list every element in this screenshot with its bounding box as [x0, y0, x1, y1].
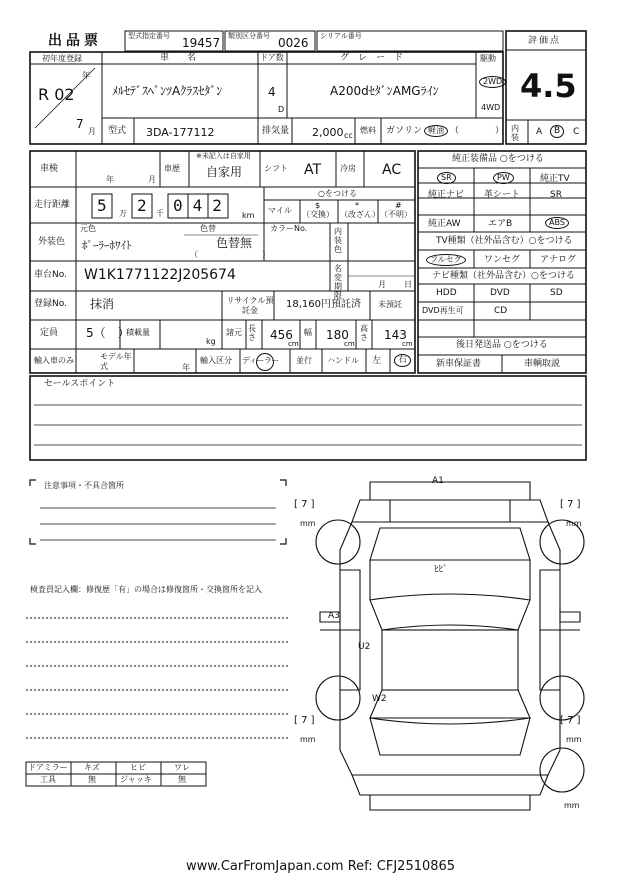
first-reg-month: 7: [76, 117, 84, 131]
navi-dvd: DVD: [490, 288, 510, 298]
length-unit: cm: [288, 340, 299, 348]
tire-fl-depth: [ 7 ]: [294, 499, 315, 510]
recycle-status: 未預託: [378, 300, 402, 309]
equip-abs: ABS: [545, 217, 569, 229]
equip-genuine-tv: 純正TV: [540, 174, 570, 184]
tire-rr-unit: mm: [566, 735, 582, 744]
tv-header: TV種類（社外品含む）○をつける: [436, 236, 573, 246]
color-label: 外装色: [38, 237, 66, 247]
mileage-star: *: [355, 201, 359, 210]
payload-label: 積載量: [126, 328, 150, 337]
equip-sunroof: SR: [437, 172, 456, 184]
replacement-color-value: 色替無: [216, 236, 253, 250]
tv-fullseg: フルセグ: [426, 254, 466, 266]
name-change-day: 日: [404, 280, 412, 289]
equip-genuine-navi: 純正ナビ: [428, 190, 465, 200]
mileage-digit-2: 2: [137, 196, 147, 215]
mileage-digit-1: 5: [97, 196, 107, 215]
inspection-year-unit: 年: [106, 175, 114, 184]
chassis-label: 車台No.: [34, 270, 67, 280]
sales-point-label: セールスポイント: [44, 379, 116, 389]
payload-unit: kg: [206, 337, 216, 346]
car-name-value: ﾒﾙｾﾃﾞｽﾍﾞﾝﾂAｸﾗｽｾﾀﾞﾝ: [112, 84, 223, 98]
tire-spare-unit: mm: [564, 801, 580, 810]
legend-jack: ジャッキ: [120, 775, 152, 784]
height-label: 高さ: [360, 324, 368, 342]
tire-fr-depth: [ 7 ]: [560, 499, 581, 510]
mark-w2: W2: [372, 694, 387, 704]
capacity-label: 定員: [40, 328, 59, 338]
color-no-label: カラーNo.: [270, 224, 308, 233]
category-value: 0026: [278, 36, 309, 50]
ac-label: 冷房: [340, 164, 356, 173]
grade-label: グ レ ー ド: [340, 53, 404, 63]
equip-pw: PW: [493, 172, 514, 184]
capacity-value: 5（ ）: [86, 326, 130, 340]
shift-value: AT: [304, 162, 322, 178]
type-approval-value: 19457: [182, 36, 221, 50]
width-value: 180: [326, 328, 349, 342]
legend-tools-value: 無: [88, 775, 96, 784]
equip-airbag: エアB: [488, 219, 513, 229]
fuel-diesel: 軽油: [424, 125, 448, 137]
width-label: 幅: [304, 328, 312, 337]
handle-label: ハンドル: [327, 356, 359, 365]
navi-cd: CD: [494, 306, 508, 316]
legend-broken: ワレ: [174, 763, 190, 772]
tire-rr-depth: [ 7 ]: [560, 715, 581, 726]
model-year-unit: 年: [182, 363, 190, 372]
import-label: 輸入車のみ: [34, 356, 74, 365]
name-change-month: 月: [378, 280, 386, 289]
mileage-tampered: （改ざん）: [340, 210, 380, 219]
footer-reference: www.CarFromJapan.com Ref: CFJ2510865: [186, 859, 456, 874]
mileage-exchange: （交換）: [302, 210, 334, 219]
equip-leather: 革シート: [484, 190, 521, 200]
mark-a3: A3: [328, 611, 340, 621]
recycle-value: 18,160円預託済: [286, 299, 361, 310]
registration-value: 抹消: [90, 297, 115, 311]
interior-a: A: [536, 127, 543, 137]
ac-value: AC: [382, 162, 402, 178]
original-color-value: ﾎﾟｰﾗｰﾎﾜｲﾄ: [82, 239, 132, 252]
legend-scratch: キズ: [84, 763, 100, 772]
rating-label: 評価点: [528, 36, 562, 46]
type-approval-label: 型式指定番号: [128, 32, 170, 40]
usage-value: 自家用: [206, 165, 243, 179]
legend-tools: 工具: [40, 775, 56, 784]
tv-analog: アナログ: [540, 255, 577, 265]
fuel-other: （ ）: [450, 126, 505, 136]
displacement-unit: cc: [344, 131, 353, 140]
mark-crack: ﾋﾋﾞ: [434, 565, 448, 575]
first-reg-label: 初年度登録: [42, 54, 82, 63]
handle-left: 左: [372, 356, 382, 366]
mark-u2: U2: [358, 642, 371, 652]
tire-rl-depth: [ 7 ]: [294, 715, 315, 726]
doors-label: ドア数: [260, 53, 284, 62]
navi-header: ナビ種類（社外品含む）○をつける: [432, 271, 575, 281]
category-label: 類別区分番号: [228, 32, 270, 40]
legend-jack-value: 無: [178, 775, 186, 784]
mileage-unit-man: 万: [119, 209, 127, 218]
sheet-title: 出品票: [48, 33, 102, 49]
month-unit: 月: [88, 127, 96, 136]
first-reg-era: R 02: [38, 85, 75, 104]
equip-genuine-aw: 純正AW: [428, 219, 461, 229]
grade-value: A200dｾﾀﾞﾝAMGﾗｲﾝ: [330, 84, 439, 98]
doc-manual: 車輌取説: [524, 359, 561, 369]
tv-oneseg: ワンセグ: [484, 255, 521, 265]
replacement-color-label: 色替: [200, 224, 216, 233]
registration-label: 登録No.: [34, 299, 67, 309]
import-dealer: ディーラー: [242, 356, 279, 365]
navi-sd: SD: [550, 288, 563, 298]
serial-label: シリアル番号: [320, 32, 362, 40]
fuel-label: 燃料: [360, 126, 376, 135]
height-unit: cm: [402, 340, 413, 348]
import-dealer-circle: [256, 353, 274, 371]
tire-rl-unit: mm: [300, 735, 316, 744]
mark-a1: A1: [432, 476, 444, 486]
year-unit: 年: [82, 71, 90, 80]
interior-c: C: [573, 127, 580, 137]
handle-right: 右: [394, 354, 411, 367]
inspection-label: 車検: [40, 164, 59, 174]
genuine-header: 純正装備品 ○をつける: [452, 154, 544, 164]
tire-fr-unit: mm: [566, 519, 582, 528]
car-name-label: 車 名: [160, 53, 197, 63]
mileage-mile: マイル: [268, 206, 292, 215]
mileage-unit-sen: 千: [156, 209, 164, 218]
mileage-label: 走行距離: [34, 200, 71, 210]
navi-hdd: HDD: [436, 288, 457, 298]
inspector-label: 検査員記入欄：修復歴「有」の場合は修復箇所・交換箇所を記入: [30, 585, 262, 594]
mileage-circle-note: ○をつける: [318, 189, 357, 198]
mileage-dollar: $: [315, 201, 321, 210]
displacement-value: 2,000: [312, 126, 344, 139]
doors-value: 4: [268, 85, 276, 99]
mileage-hash: #: [395, 201, 402, 210]
equip-sr: SR: [550, 190, 562, 200]
original-color-label: 元色: [80, 224, 96, 233]
displacement-label: 排気量: [262, 126, 290, 136]
fuel-gasoline: ガソリン: [386, 126, 423, 136]
drive-label: 駆動: [480, 54, 496, 63]
inspection-month-unit: 月: [148, 175, 156, 184]
doors-sub: D: [278, 105, 285, 114]
import-type-label: 輸入区分: [200, 356, 232, 365]
navi-dvd-player: DVD再生可: [422, 306, 464, 315]
mileage-digits-rest: 042: [173, 196, 232, 215]
tire-fl-unit: mm: [300, 519, 316, 528]
caution-label: 注意事項・不具合箇所: [44, 481, 124, 490]
interior-label: 内装: [511, 124, 519, 142]
width-unit: cm: [344, 340, 355, 348]
shift-label: シフト: [264, 164, 288, 173]
usage-label: 車歴: [164, 164, 180, 173]
replacement-color-paren: （ ）: [190, 250, 270, 259]
model-year-label: モデル年式: [100, 352, 132, 371]
model-value: 3DA-177112: [146, 126, 215, 139]
doc-warranty: 新車保証書: [436, 359, 482, 369]
height-value: 143: [384, 328, 407, 342]
length-value: 456: [270, 328, 293, 342]
drive-4wd: 4WD: [481, 103, 501, 112]
usage-note: ※未記入は自家用: [196, 152, 251, 160]
drive-2wd: 2WD: [479, 76, 506, 88]
model-label: 型式: [108, 126, 127, 136]
legend-door-mirror: ドアミラー: [28, 763, 68, 772]
interior-color-label: 内装色: [334, 227, 342, 254]
later-docs-header: 後日発送品 ○をつける: [456, 340, 548, 350]
name-change-label: 名変期限: [334, 264, 342, 300]
mileage-unknown: （不明）: [380, 210, 412, 219]
interior-b: B: [550, 125, 564, 138]
dims-label: 諸元: [226, 328, 242, 337]
legend-crack: ヒビ: [130, 763, 146, 772]
length-label: 長さ: [248, 324, 256, 342]
mileage-unit-km: km: [242, 211, 255, 220]
recycle-label: リサイクル預託金: [226, 296, 274, 315]
chassis-value: W1K1771122J205674: [84, 267, 236, 283]
import-parallel: 並行: [296, 356, 312, 365]
rating-value: 4.5: [520, 67, 577, 105]
